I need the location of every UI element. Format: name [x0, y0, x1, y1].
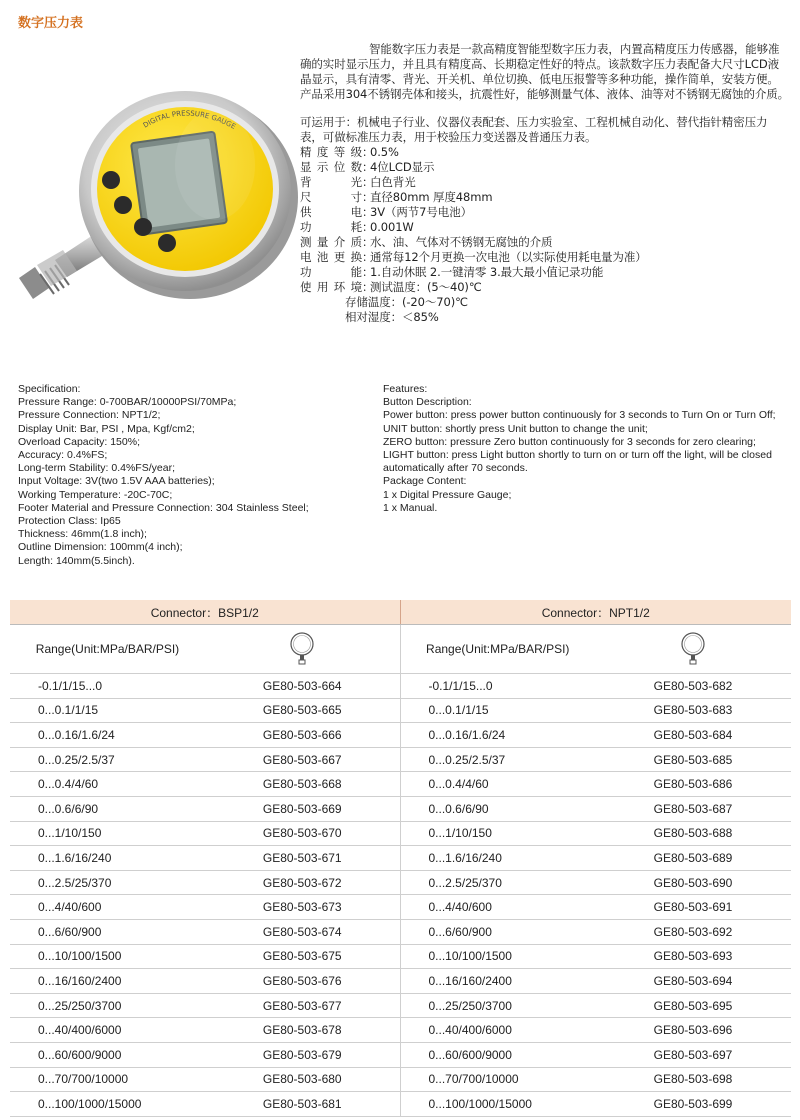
table-row: [10, 772, 791, 797]
range-npt: 0...1.6/16/240: [400, 846, 595, 871]
range-npt: 0...70/700/10000: [400, 1067, 595, 1092]
spec-key: 尺寸: [300, 190, 362, 204]
range-npt: 0...1/10/150: [400, 821, 595, 846]
table-row: [10, 993, 791, 1018]
range-bsp: 0...1.6/16/240: [10, 846, 205, 871]
range-bsp: 0...40/400/6000: [10, 1018, 205, 1043]
spec-line: Footer Material and Pressure Connection: 304 Stainless Steel;: [18, 501, 309, 514]
feature-line: Package Content:: [383, 475, 467, 488]
model-bsp: GE80-503-675: [205, 944, 400, 969]
range-label: Range(Unit:MPa/BAR/PSI): [10, 625, 205, 674]
table-row: [10, 698, 791, 723]
table-row: [10, 1042, 791, 1067]
range-bsp: 0...10/100/1500: [10, 944, 205, 969]
feature-line: Button Description:: [383, 396, 472, 409]
range-bsp: -0.1/1/15...0: [10, 674, 205, 699]
model-bsp: GE80-503-664: [205, 674, 400, 699]
model-npt: GE80-503-697: [595, 1042, 791, 1067]
range-bsp: 0...25/250/3700: [10, 993, 205, 1018]
cn-spec-list: 精度等级 ： 0.5% 显示位数 ： 4位LCD显示 背光 ： 白色背光 尺寸 ： 直径80mm 厚度48mm 供电 ： 3V（两节7号电池） 功耗 ： 0.001W 测量介质 ： 水、油、气体对不锈钢无腐蚀的介质 电池更换 ： 通常每12个月更换一次电池（以实际使用耗电量为准） 功能 ： 1.自动休眠 2.一键清零 3.最大最小值记录功能 使用环境 ： 测试温度：(5～40)℃ 存储温度：(-20～70)℃ 相对湿度：＜85%: [300, 145, 790, 325]
model-npt: GE80-503-684: [595, 723, 791, 748]
model-npt: GE80-503-694: [595, 969, 791, 994]
feature-line: LIGHT button: press Light button shortly to turn on or turn off the light, will be closed automatically after 70 seconds.: [383, 449, 772, 475]
range-npt: 0...0.25/2.5/37: [400, 747, 595, 772]
model-bsp: GE80-503-677: [205, 993, 400, 1018]
model-npt: GE80-503-696: [595, 1018, 791, 1043]
model-npt: GE80-503-683: [595, 698, 791, 723]
spec-value: 直径80mm 厚度48mm: [370, 190, 493, 204]
spec-value: 存储温度：(-20～70)℃: [345, 295, 468, 309]
page-title: 数字压力表: [18, 16, 84, 31]
gauge-label: DIGITAL PRESSURE GAUGE: [141, 109, 237, 131]
material-paragraph: 产品采用304不锈钢壳体和接头，抗震性好，能够测量气体、液体、油等对不锈钢无腐蚀的介质。: [300, 87, 790, 101]
range-npt: 0...25/250/3700: [400, 993, 595, 1018]
range-npt: -0.1/1/15...0: [400, 674, 595, 699]
model-npt: GE80-503-691: [595, 895, 791, 920]
spec-key: 精度等级: [300, 145, 362, 159]
model-bsp: GE80-503-676: [205, 969, 400, 994]
spec-value: 1.自动休眠 2.一键清零 3.最大最小值记录功能: [370, 265, 604, 279]
range-bsp: 0...60/600/9000: [10, 1042, 205, 1067]
model-bsp: GE80-503-680: [205, 1067, 400, 1092]
range-npt: 0...4/40/600: [400, 895, 595, 920]
range-label: Range(Unit:MPa/BAR/PSI): [400, 625, 595, 674]
spec-value: 相对湿度：＜85%: [345, 310, 439, 324]
table-row: [10, 846, 791, 871]
spec-line: Long-term Stability: 0.4%FS/year;: [18, 462, 175, 475]
spec-key: 电池更换: [300, 250, 362, 264]
spec-line: Input Voltage: 3V(two 1.5V AAA batteries);: [18, 475, 215, 488]
english-features: [383, 383, 788, 515]
table-row: [10, 944, 791, 969]
chinese-description: [300, 42, 790, 325]
model-bsp: GE80-503-673: [205, 895, 400, 920]
table-row: [10, 870, 791, 895]
spec-line: Pressure Range: 0-700BAR/10000PSI/70MPa;: [18, 396, 237, 409]
range-bsp: 0...6/60/900: [10, 919, 205, 944]
range-npt: 0...0.1/1/15: [400, 698, 595, 723]
range-npt: 0...6/60/900: [400, 919, 595, 944]
gauge-icon: [595, 625, 791, 674]
feature-line: ZERO button: pressure Zero button continuously for 3 seconds for zero clearing;: [383, 435, 756, 448]
spec-value: 测试温度：(5～40)℃: [370, 280, 482, 294]
range-npt: 0...60/600/9000: [400, 1042, 595, 1067]
table-row: [10, 674, 791, 699]
spec-key: 功能: [300, 265, 362, 279]
model-bsp: GE80-503-670: [205, 821, 400, 846]
spec-line: Display Unit: Bar, PSI , Mpa, Kgf/cm2;: [18, 422, 195, 435]
model-bsp: GE80-503-671: [205, 846, 400, 871]
spec-value: 0.001W: [370, 220, 414, 234]
spec-key: 显示位数: [300, 160, 362, 174]
range-bsp: 0...0.25/2.5/37: [10, 747, 205, 772]
range-bsp: 0...4/40/600: [10, 895, 205, 920]
spec-value: 水、油、气体对不锈钢无腐蚀的介质: [370, 235, 553, 249]
spec-value: 白色背光: [370, 175, 416, 189]
table-row: [10, 1092, 791, 1117]
model-bsp: GE80-503-668: [205, 772, 400, 797]
spec-key: 使用环境: [300, 280, 362, 294]
range-bsp: 0...0.1/1/15: [10, 698, 205, 723]
model-npt: GE80-503-692: [595, 919, 791, 944]
model-npt: GE80-503-688: [595, 821, 791, 846]
table-row: [10, 1018, 791, 1043]
connector-bsp-header: Connector：BSP1/2: [10, 600, 400, 625]
model-npt: GE80-503-685: [595, 747, 791, 772]
feature-line: Features:: [383, 383, 428, 395]
range-bsp: 0...70/700/10000: [10, 1067, 205, 1092]
connector-thread: [19, 235, 107, 299]
spec-key: 背光: [300, 175, 362, 189]
feature-line: 1 x Manual.: [383, 501, 438, 514]
table-row: [10, 1067, 791, 1092]
table-row: [10, 723, 791, 748]
spec-line: Thickness: 46mm(1.8 inch);: [18, 528, 147, 541]
range-bsp: 0...100/1000/15000: [10, 1092, 205, 1117]
feature-line: 1 x Digital Pressure Gauge;: [383, 488, 512, 501]
model-bsp: GE80-503-678: [205, 1018, 400, 1043]
model-bsp: GE80-503-667: [205, 747, 400, 772]
connector-npt-header: Connector：NPT1/2: [400, 600, 791, 625]
model-bsp: GE80-503-665: [205, 698, 400, 723]
model-bsp: GE80-503-666: [205, 723, 400, 748]
range-bsp: 0...2.5/25/370: [10, 870, 205, 895]
table-row: [10, 969, 791, 994]
model-table: [10, 600, 791, 1117]
model-bsp: GE80-503-679: [205, 1042, 400, 1067]
range-npt: 0...0.4/4/60: [400, 772, 595, 797]
model-bsp: GE80-503-669: [205, 796, 400, 821]
table-row: [10, 796, 791, 821]
range-bsp: 0...0.4/4/60: [10, 772, 205, 797]
spec-line: Protection Class: Ip65: [18, 515, 121, 528]
model-npt: GE80-503-699: [595, 1092, 791, 1117]
spec-line: Specification:: [18, 383, 81, 395]
model-npt: GE80-503-682: [595, 674, 791, 699]
range-bsp: 0...16/160/2400: [10, 969, 205, 994]
model-npt: GE80-503-695: [595, 993, 791, 1018]
spec-key: 功耗: [300, 220, 362, 234]
range-npt: 0...2.5/25/370: [400, 870, 595, 895]
spec-value: 0.5%: [370, 145, 399, 159]
spec-value: 3V（两节7号电池）: [370, 205, 472, 219]
table-row: [10, 895, 791, 920]
product-image: [15, 85, 305, 315]
spec-key: 测量介质: [300, 235, 362, 249]
model-npt: GE80-503-693: [595, 944, 791, 969]
range-npt: 0...10/100/1500: [400, 944, 595, 969]
range-npt: 0...0.6/6/90: [400, 796, 595, 821]
model-npt: GE80-503-698: [595, 1067, 791, 1092]
model-bsp: GE80-503-672: [205, 870, 400, 895]
feature-line: UNIT button: shortly press Unit button to change the unit;: [383, 422, 648, 435]
table-row: [10, 747, 791, 772]
spec-line: Accuracy: 0.4%FS;: [18, 449, 108, 462]
range-npt: 0...0.16/1.6/24: [400, 723, 595, 748]
range-bsp: 0...1/10/150: [10, 821, 205, 846]
applications-paragraph: 可运用于：机械电子行业、仪器仪表配套、压力实验室、工程机械自动化、替代指针精密压力表，可做标准压力表，用于校验压力变送器及普通压力表。: [300, 115, 768, 144]
model-npt: GE80-503-690: [595, 870, 791, 895]
english-specification: [18, 383, 378, 568]
model-npt: GE80-503-689: [595, 846, 791, 871]
feature-line: Power button: press power button continuously for 3 seconds to Turn On or Turn Off;: [383, 409, 776, 422]
spec-line: Pressure Connection: NPT1/2;: [18, 409, 161, 422]
spec-line: Overload Capacity: 150%;: [18, 435, 140, 448]
table-row: [10, 919, 791, 944]
gauge-icon: [205, 625, 400, 674]
model-npt: GE80-503-686: [595, 772, 791, 797]
model-bsp: GE80-503-681: [205, 1092, 400, 1117]
spec-key: 供电: [300, 205, 362, 219]
spec-line: Working Temperature: -20C-70C;: [18, 488, 173, 501]
intro-paragraph: 智能数字压力表是一款高精度智能型数字压力表，内置高精度压力传感器，能够准确的实时显示压力，并且具有精度高、长期稳定性好的特点。该款数字压力表配备大尺寸LCD液晶显示，具有清零、背光、开关机、单位切换、低电压报警等多种功能，操作简单，安装方便。: [300, 42, 780, 86]
model-npt: GE80-503-687: [595, 796, 791, 821]
spec-line: Outline Dimension: 100mm(4 inch);: [18, 541, 183, 554]
model-bsp: GE80-503-674: [205, 919, 400, 944]
table-row: [10, 821, 791, 846]
range-npt: 0...100/1000/15000: [400, 1092, 595, 1117]
range-npt: 0...16/160/2400: [400, 969, 595, 994]
range-npt: 0...40/400/6000: [400, 1018, 595, 1043]
spec-value: 通常每12个月更换一次电池（以实际使用耗电量为准）: [370, 250, 647, 264]
range-bsp: 0...0.16/1.6/24: [10, 723, 205, 748]
spec-line: Length: 140mm(5.5inch).: [18, 554, 135, 567]
range-bsp: 0...0.6/6/90: [10, 796, 205, 821]
spec-value: 4位LCD显示: [370, 160, 435, 174]
